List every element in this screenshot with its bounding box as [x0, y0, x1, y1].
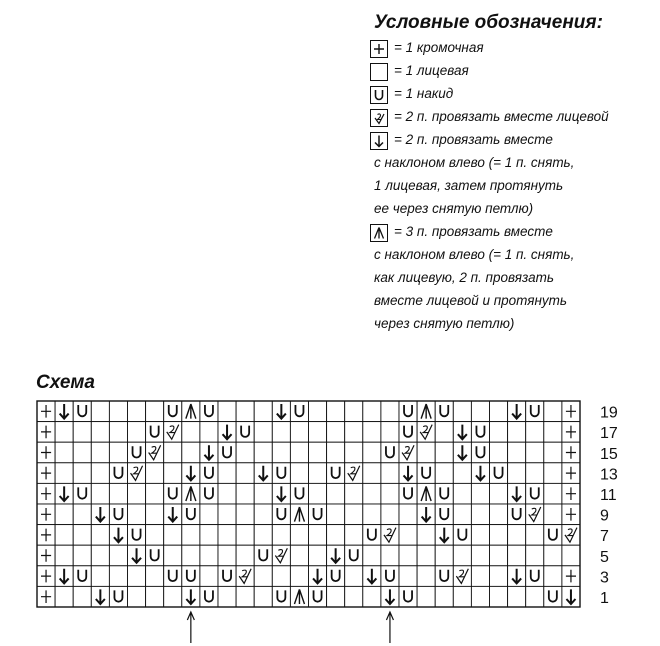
- chart-cell: [91, 463, 109, 484]
- chart-cell: [73, 422, 91, 443]
- chart-cell: [526, 422, 544, 443]
- chart-cell: [508, 504, 526, 525]
- legend-text-line: = 2 п. провязать вместе: [394, 132, 553, 147]
- chart-cell: [345, 463, 363, 484]
- chart-cell: [164, 483, 182, 504]
- chart-cell: [508, 545, 526, 566]
- chart-cell: [128, 463, 146, 484]
- row-number-label: 19: [600, 404, 618, 422]
- chart-cell: [218, 463, 236, 484]
- chart-cell: [218, 566, 236, 587]
- chart-cell: [544, 504, 562, 525]
- chart-row: [37, 504, 580, 525]
- chart-cell: [272, 525, 290, 546]
- chart-cell: [236, 422, 254, 443]
- chart-cell: [236, 483, 254, 504]
- chart-cell: [290, 525, 308, 546]
- chart-cell: [435, 586, 453, 607]
- chart-cell: [55, 463, 73, 484]
- chart-row: [37, 401, 580, 422]
- chart-cell: [471, 422, 489, 443]
- chart-cell: [200, 422, 218, 443]
- chart-cell: [471, 401, 489, 422]
- chart-cell: [453, 463, 471, 484]
- chart-cell: [309, 401, 327, 422]
- chart-cell: [218, 504, 236, 525]
- chart-cell: [327, 401, 345, 422]
- chart-cell: [128, 422, 146, 443]
- chart-cell: [109, 401, 127, 422]
- chart-cell: [345, 483, 363, 504]
- chart-cell: [309, 422, 327, 443]
- chart-cell: [363, 586, 381, 607]
- chart-cell: [146, 504, 164, 525]
- chart-cell: [128, 586, 146, 607]
- chart-cell: [272, 566, 290, 587]
- chart-cell: [290, 545, 308, 566]
- chart-cell: [381, 422, 399, 443]
- row-number-label: 5: [600, 548, 609, 566]
- chart-cell: [399, 422, 417, 443]
- chart-row: [37, 525, 580, 546]
- chart-cell: [526, 566, 544, 587]
- chart-cell: [417, 463, 435, 484]
- chart-cell: [309, 463, 327, 484]
- chart-cell: [254, 566, 272, 587]
- chart-cell: [164, 545, 182, 566]
- chart-row: [37, 422, 580, 443]
- chart-cell: [526, 545, 544, 566]
- chart-cell: [200, 525, 218, 546]
- chart-cell: [399, 586, 417, 607]
- chart-cell: [236, 525, 254, 546]
- chart-cell: [562, 525, 580, 546]
- chart-cell: [109, 566, 127, 587]
- chart-cell: [182, 504, 200, 525]
- chart-cell: [254, 525, 272, 546]
- chart-cell: [91, 442, 109, 463]
- chart-cell: [272, 545, 290, 566]
- chart-cell: [146, 586, 164, 607]
- chart-cell: [363, 442, 381, 463]
- chart-cell: [200, 566, 218, 587]
- chart-cell: [218, 545, 236, 566]
- chart-cell: [55, 422, 73, 443]
- row-number-label: 17: [600, 425, 618, 443]
- chart-cell: [146, 566, 164, 587]
- chart-cell: [182, 442, 200, 463]
- chart-cell: [164, 566, 182, 587]
- chart-cell: [164, 442, 182, 463]
- chart-cell: [399, 401, 417, 422]
- legend-text-line: 1 лицевая, затем протянуть: [374, 178, 564, 193]
- chart-cell: [309, 586, 327, 607]
- chart-row: [37, 545, 580, 566]
- chart-cell: [55, 586, 73, 607]
- chart-row: [37, 483, 580, 504]
- row-number-label: 15: [600, 445, 618, 463]
- chart-cell: [236, 442, 254, 463]
- legend-title: Условные обозначения:: [374, 12, 603, 33]
- chart-cell: [363, 504, 381, 525]
- chart-cell: [490, 586, 508, 607]
- chart-cell: [290, 442, 308, 463]
- chart-cell: [363, 545, 381, 566]
- repeat-marker-arrow: [386, 612, 393, 643]
- chart-cell: [55, 545, 73, 566]
- chart-cell: [91, 401, 109, 422]
- chart-cell: [200, 483, 218, 504]
- chart-cell: [73, 525, 91, 546]
- chart-cell: [526, 483, 544, 504]
- chart-cell: [55, 504, 73, 525]
- chart-cell: [453, 504, 471, 525]
- chart-cell: [73, 463, 91, 484]
- chart-cell: [544, 442, 562, 463]
- chart-cell: [435, 545, 453, 566]
- chart-cell: [109, 483, 127, 504]
- chart-cell: [363, 525, 381, 546]
- chart-cell: [200, 401, 218, 422]
- chart-cell: [399, 525, 417, 546]
- chart-cell: [508, 463, 526, 484]
- chart-cell: [146, 525, 164, 546]
- chart-cell: [182, 422, 200, 443]
- chart-cell: [490, 504, 508, 525]
- chart-cell: [254, 442, 272, 463]
- chart-cell: [254, 586, 272, 607]
- row-number-label: 3: [600, 569, 609, 587]
- chart-cell: [490, 401, 508, 422]
- chart-cell: [182, 566, 200, 587]
- chart-cell: [254, 545, 272, 566]
- chart-cell: [128, 504, 146, 525]
- chart-cell: [399, 483, 417, 504]
- chart-cell: [254, 483, 272, 504]
- chart-cell: [164, 422, 182, 443]
- chart-cell: [490, 463, 508, 484]
- chart-cell: [254, 422, 272, 443]
- chart-cell: [91, 545, 109, 566]
- chart-cell: [399, 442, 417, 463]
- chart-cell: [471, 504, 489, 525]
- chart-cell: [218, 525, 236, 546]
- chart-cell: [490, 422, 508, 443]
- chart-cell: [381, 566, 399, 587]
- chart-cell: [327, 422, 345, 443]
- chart-cell: [91, 566, 109, 587]
- chart-cell: [146, 483, 164, 504]
- chart-cell: [327, 586, 345, 607]
- chart-cell: [417, 566, 435, 587]
- chart-cell: [55, 525, 73, 546]
- chart-cell: [146, 545, 164, 566]
- chart-cell: [381, 442, 399, 463]
- legend-text-line: = 1 накид: [394, 86, 454, 101]
- chart-cell: [453, 586, 471, 607]
- legend-text-line: с наклоном влево (= 1 п. снять,: [374, 155, 575, 170]
- chart-cell: [417, 545, 435, 566]
- chart-cell: [544, 545, 562, 566]
- chart-cell: [309, 442, 327, 463]
- chart-cell: [363, 463, 381, 484]
- chart-cell: [417, 442, 435, 463]
- chart-cell: [91, 483, 109, 504]
- chart-cell: [363, 422, 381, 443]
- chart-cell: [345, 422, 363, 443]
- chart-cell: [200, 545, 218, 566]
- chart-cell: [453, 483, 471, 504]
- chart-cell: [544, 586, 562, 607]
- legend-text-line: вместе лицевой и протянуть: [374, 293, 568, 308]
- chart-cell: [544, 422, 562, 443]
- chart-cell: [490, 545, 508, 566]
- legend-text-line: = 1 лицевая: [394, 63, 469, 78]
- chart-cell: [109, 463, 127, 484]
- chart-cell: [381, 525, 399, 546]
- chart-cell: [128, 401, 146, 422]
- chart-cell: [453, 566, 471, 587]
- chart-cell: [399, 566, 417, 587]
- chart-cell: [453, 545, 471, 566]
- legend-text-line: с наклоном влево (= 1 п. снять,: [374, 247, 575, 262]
- chart-cell: [526, 442, 544, 463]
- chart-cell: [363, 401, 381, 422]
- chart-cell: [236, 504, 254, 525]
- chart-cell: [290, 483, 308, 504]
- chart-cell: [236, 463, 254, 484]
- chart-cell: [471, 566, 489, 587]
- chart-cell: [218, 442, 236, 463]
- chart-cell: [526, 463, 544, 484]
- chart-cell: [109, 586, 127, 607]
- chart-cell: [290, 566, 308, 587]
- chart-cell: [272, 463, 290, 484]
- chart-cell: [200, 463, 218, 484]
- chart-cell: [146, 442, 164, 463]
- chart-cell: [254, 401, 272, 422]
- chart-cell: [345, 545, 363, 566]
- chart-cell: [309, 504, 327, 525]
- chart-cell: [254, 504, 272, 525]
- chart-cell: [218, 483, 236, 504]
- chart-cell: [55, 442, 73, 463]
- chart-cell: [146, 463, 164, 484]
- chart-cell: [128, 483, 146, 504]
- chart-cell: [272, 442, 290, 463]
- chart-cell: [345, 442, 363, 463]
- chart-cell: [526, 525, 544, 546]
- chart-cell: [526, 401, 544, 422]
- chart-cell: [435, 483, 453, 504]
- chart-cell: [164, 586, 182, 607]
- chart-cell: [109, 442, 127, 463]
- legend-text-line: = 2 п. провязать вместе лицевой: [394, 109, 609, 124]
- chart-cell: [109, 545, 127, 566]
- chart-cell: [399, 504, 417, 525]
- chart-cell: [471, 545, 489, 566]
- chart-cell: [471, 442, 489, 463]
- chart-row: [37, 442, 580, 463]
- chart-row: [37, 463, 580, 484]
- chart-cell: [435, 504, 453, 525]
- schema-title: Схема: [36, 372, 96, 393]
- chart-cell: [290, 401, 308, 422]
- chart-cell: [91, 525, 109, 546]
- chart-cell: [73, 483, 91, 504]
- chart-cell: [218, 401, 236, 422]
- chart-cell: [435, 566, 453, 587]
- chart-cell: [272, 586, 290, 607]
- chart-cell: [562, 545, 580, 566]
- chart-cell: [526, 586, 544, 607]
- chart-cell: [128, 442, 146, 463]
- chart-cell: [417, 422, 435, 443]
- legend-text-line: через снятую петлю): [374, 316, 515, 331]
- chart-cell: [200, 586, 218, 607]
- chart-cell: [146, 422, 164, 443]
- chart-cell: [309, 483, 327, 504]
- chart-cell: [290, 422, 308, 443]
- chart-cell: [327, 442, 345, 463]
- chart-cell: [399, 545, 417, 566]
- chart-cell: [309, 545, 327, 566]
- chart-cell: [435, 442, 453, 463]
- chart-cell: [417, 586, 435, 607]
- chart-row: [37, 566, 580, 587]
- chart-cell: [544, 566, 562, 587]
- legend-text-line: как лицевую, 2 п. провязать: [374, 270, 554, 285]
- chart-cell: [490, 483, 508, 504]
- chart-cell: [471, 586, 489, 607]
- chart-cell: [91, 422, 109, 443]
- chart-cell: [453, 401, 471, 422]
- chart-cell: [435, 463, 453, 484]
- chart-cell: [272, 422, 290, 443]
- chart-cell: [381, 401, 399, 422]
- chart-cell: [218, 586, 236, 607]
- chart-cell: [164, 463, 182, 484]
- chart-cell: [544, 525, 562, 546]
- chart-cell: [435, 422, 453, 443]
- legend-text-line: = 3 п. провязать вместе: [394, 224, 553, 239]
- repeat-marker-arrow: [187, 612, 194, 643]
- chart-cell: [236, 545, 254, 566]
- chart-cell: [453, 525, 471, 546]
- chart-cell: [526, 504, 544, 525]
- chart-cell: [200, 504, 218, 525]
- chart-cell: [182, 545, 200, 566]
- chart-cell: [345, 401, 363, 422]
- chart-cell: [363, 483, 381, 504]
- chart-cell: [290, 463, 308, 484]
- chart-cell: [146, 401, 164, 422]
- chart-cell: [345, 586, 363, 607]
- chart-cell: [236, 586, 254, 607]
- chart-cell: [381, 545, 399, 566]
- chart-cell: [381, 483, 399, 504]
- chart-cell: [508, 422, 526, 443]
- chart-cell: [73, 566, 91, 587]
- chart-cell: [345, 525, 363, 546]
- chart-cell: [381, 463, 399, 484]
- row-number-label: 1: [600, 590, 609, 607]
- row-number-label: 11: [600, 487, 617, 504]
- row-number-label: 7: [600, 528, 609, 546]
- chart-cell: [327, 483, 345, 504]
- chart-cell: [182, 525, 200, 546]
- chart-cell: [471, 483, 489, 504]
- chart-cell: [128, 525, 146, 546]
- chart-cell: [381, 504, 399, 525]
- chart-cell: [435, 401, 453, 422]
- chart-cell: [327, 504, 345, 525]
- chart-cell: [109, 504, 127, 525]
- chart-cell: [128, 566, 146, 587]
- chart-cell: [417, 525, 435, 546]
- chart-cell: [272, 504, 290, 525]
- chart-cell: [73, 586, 91, 607]
- chart-cell: [544, 483, 562, 504]
- chart-cell: [327, 463, 345, 484]
- chart-cell: [164, 401, 182, 422]
- chart-row: [37, 586, 580, 607]
- legend-text-line: = 1 кромочная: [394, 40, 484, 55]
- chart-cell: [327, 525, 345, 546]
- chart-cell: [508, 525, 526, 546]
- chart-cell: [508, 586, 526, 607]
- row-number-label: 9: [600, 507, 609, 525]
- chart-cell: [73, 401, 91, 422]
- chart-cell: [73, 504, 91, 525]
- row-number-label: 13: [600, 466, 618, 484]
- chart-cell: [490, 566, 508, 587]
- chart-cell: [345, 504, 363, 525]
- chart-cell: [345, 566, 363, 587]
- chart-cell: [73, 545, 91, 566]
- chart-cell: [471, 525, 489, 546]
- chart-cell: [236, 401, 254, 422]
- chart-cell: [490, 442, 508, 463]
- chart-cell: [544, 401, 562, 422]
- chart-cell: [309, 525, 327, 546]
- legend-text-line: ее через снятую петлю): [374, 201, 534, 216]
- chart-cell: [164, 525, 182, 546]
- chart-cell: [327, 566, 345, 587]
- chart-cell: [544, 463, 562, 484]
- chart-cell: [490, 525, 508, 546]
- chart-cell: [236, 566, 254, 587]
- chart-cell: [109, 422, 127, 443]
- chart-cell: [508, 442, 526, 463]
- chart-cell: [73, 442, 91, 463]
